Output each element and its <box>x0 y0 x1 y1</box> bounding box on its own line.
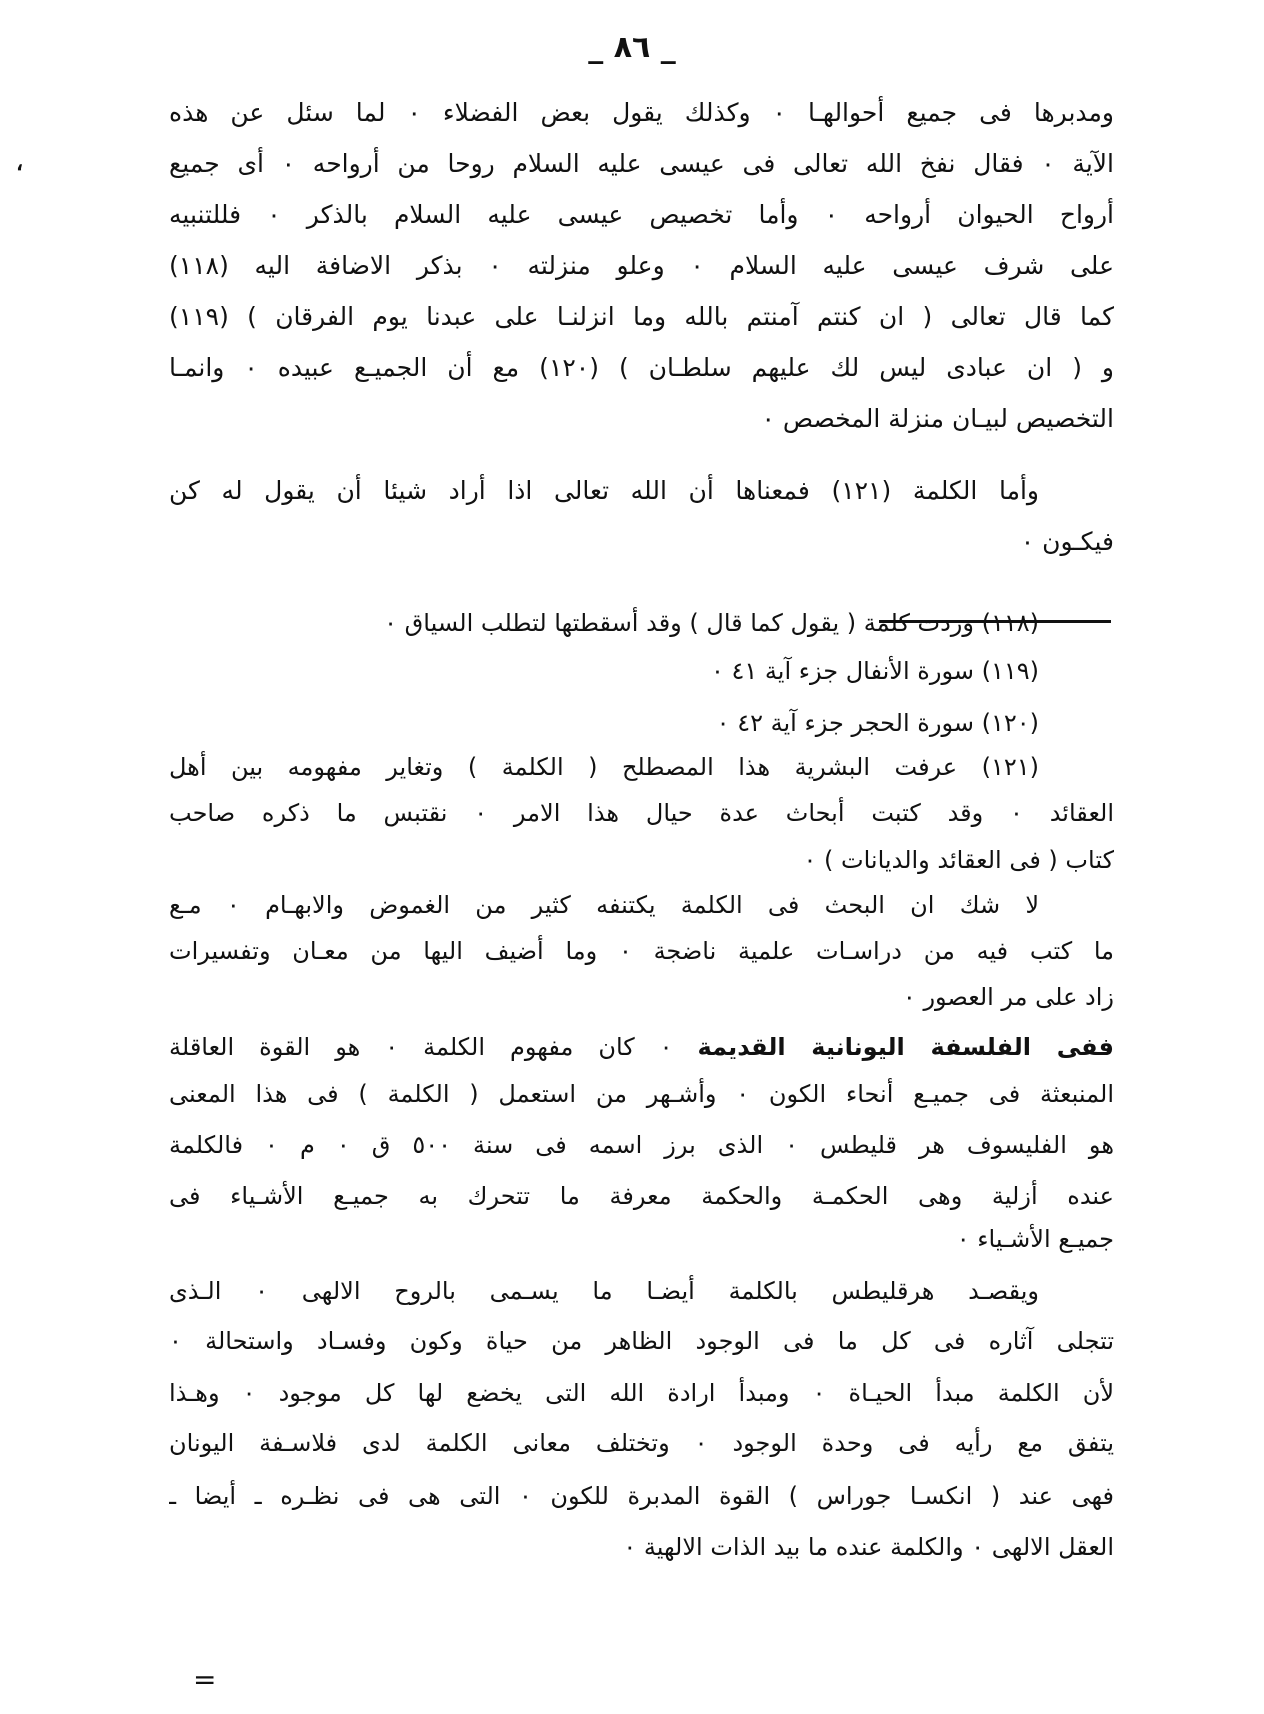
body-line: ومدبرها فى جميع أحوالهـا ٠ وكذلك يقول بعض الفضلاء ٠ لما سئل عن هذه <box>169 98 1114 127</box>
footnote-text <box>169 1030 1114 1064</box>
body-line: وأما الكلمة (١٢١) فمعناها أن الله تعالى اذا أراد شيئا أن يقول له كن <box>169 476 1039 505</box>
footnote-text: ويقصـد هرقليطس بالكلمة أيضـا ما يسـمى بالروح الالهى ٠ الـذى <box>169 1277 1039 1305</box>
footnote-text: كتاب ( فى العقائد والديانات ) ٠ <box>803 846 1114 874</box>
footnote-text: لا شك ان البحث فى الكلمة يكتنفه كثير من الغموض والابهـام ٠ مـع <box>169 891 1039 919</box>
section-heading: ففى الفلسفة اليونانية القديمة <box>697 1033 1114 1061</box>
body-line: الآية ٠ فقال نفخ الله تعالى فى عيسى عليه السلام روحا من أرواحه ٠ أى جميع <box>169 149 1114 178</box>
continuation-mark: = <box>193 1663 217 1696</box>
footnote: (١٢٠) سورة الحجر جزء آية ٤٢ ٠ <box>716 709 1039 737</box>
footnote-text: هو الفليسوف هر قليطس ٠ الذى برز اسمه فى سنة ٥٠٠ ق ٠ م ٠ فالكلمة <box>169 1131 1114 1159</box>
footnote-text: جميـع الأشـياء ٠ <box>956 1225 1114 1253</box>
body-line: كما قال تعالى ( ان كنتم آمنتم بالله وما انزلنـا على عبدنا يوم الفرقان ) (١١٩) <box>169 302 1114 331</box>
margin-mark: ، <box>16 150 24 176</box>
body-line: و ( ان عبادى ليس لك عليهم سلطـان ) (١٢٠) مع أن الجميـع عبيده ٠ وانمـا <box>169 353 1114 382</box>
footnote-text-rest: ٠ كان مفهوم الكلمة ٠ هو القوة العاقلة <box>169 1033 698 1061</box>
footnote-text: فهى عند ( انكسـا جوراس ) القوة المدبرة للكون ٠ التى هى فى نظـره ـ أيضا ـ <box>169 1482 1114 1510</box>
footnote-text: تتجلى آثاره فى كل ما فى الوجود الظاهر من حياة وكون وفسـاد واستحالة ٠ <box>169 1327 1114 1355</box>
footnote-text: العقل الالهى ٠ والكلمة عنده ما بيد الذات الالهية ٠ <box>623 1533 1114 1561</box>
footnote-text: زاد على مر العصور ٠ <box>902 983 1114 1011</box>
footnote-text: العقائد ٠ وقد كتبت أبحاث عدة حيال هذا الامر ٠ نقتبس ما ذكره صاحب <box>169 799 1114 827</box>
footnote: (١٢١) عرفت البشرية هذا المصطلح ( الكلمة ) وتغاير مفهومه بين أهل <box>169 753 1039 781</box>
footnote-text: لأن الكلمة مبدأ الحيـاة ٠ ومبدأ ارادة الله التى يخضع لها كل موجود ٠ وهـذا <box>169 1379 1114 1407</box>
body-line: التخصيص لبيـان منزلة المخصص ٠ <box>761 404 1114 433</box>
body-line: فيكـون ٠ <box>1020 527 1114 556</box>
body-line: على شرف عيسى عليه السلام ٠ وعلو منزلته ٠ بذكر الاضافة اليه (١١٨) <box>169 251 1114 280</box>
footnote: (١١٨) وردت كلمة ( يقول كما قال ) وقد أسقطتها لتطلب السياق ٠ <box>384 609 1039 637</box>
footnote-text: المنبعثة فى جميـع أنحاء الكون ٠ وأشـهر من استعمل ( الكلمة ) فى هذا المعنى <box>169 1080 1114 1108</box>
body-line: أرواح الحيوان أرواحه ٠ وأما تخصيص عيسى عليه السلام بالذكر ٠ فللتنبيه <box>169 200 1114 229</box>
footnote-text: ما كتب فيه من دراسـات علمية ناضجة ٠ وما أضيف اليها من معـان وتفسيرات <box>169 937 1114 965</box>
footnote: (١١٩) سورة الأنفال جزء آية ٤١ ٠ <box>710 657 1039 685</box>
footnote-text: عنده أزلية وهى الحكمـة والحكمة معرفة ما تتحرك به جميـع الأشـياء فى <box>169 1182 1114 1210</box>
page-number: _ ٨٦ _ <box>588 30 676 65</box>
footnote-text: يتفق مع رأيه فى وحدة الوجود ٠ وتختلف معانى الكلمة لدى فلاسـفة اليونان <box>169 1429 1114 1457</box>
